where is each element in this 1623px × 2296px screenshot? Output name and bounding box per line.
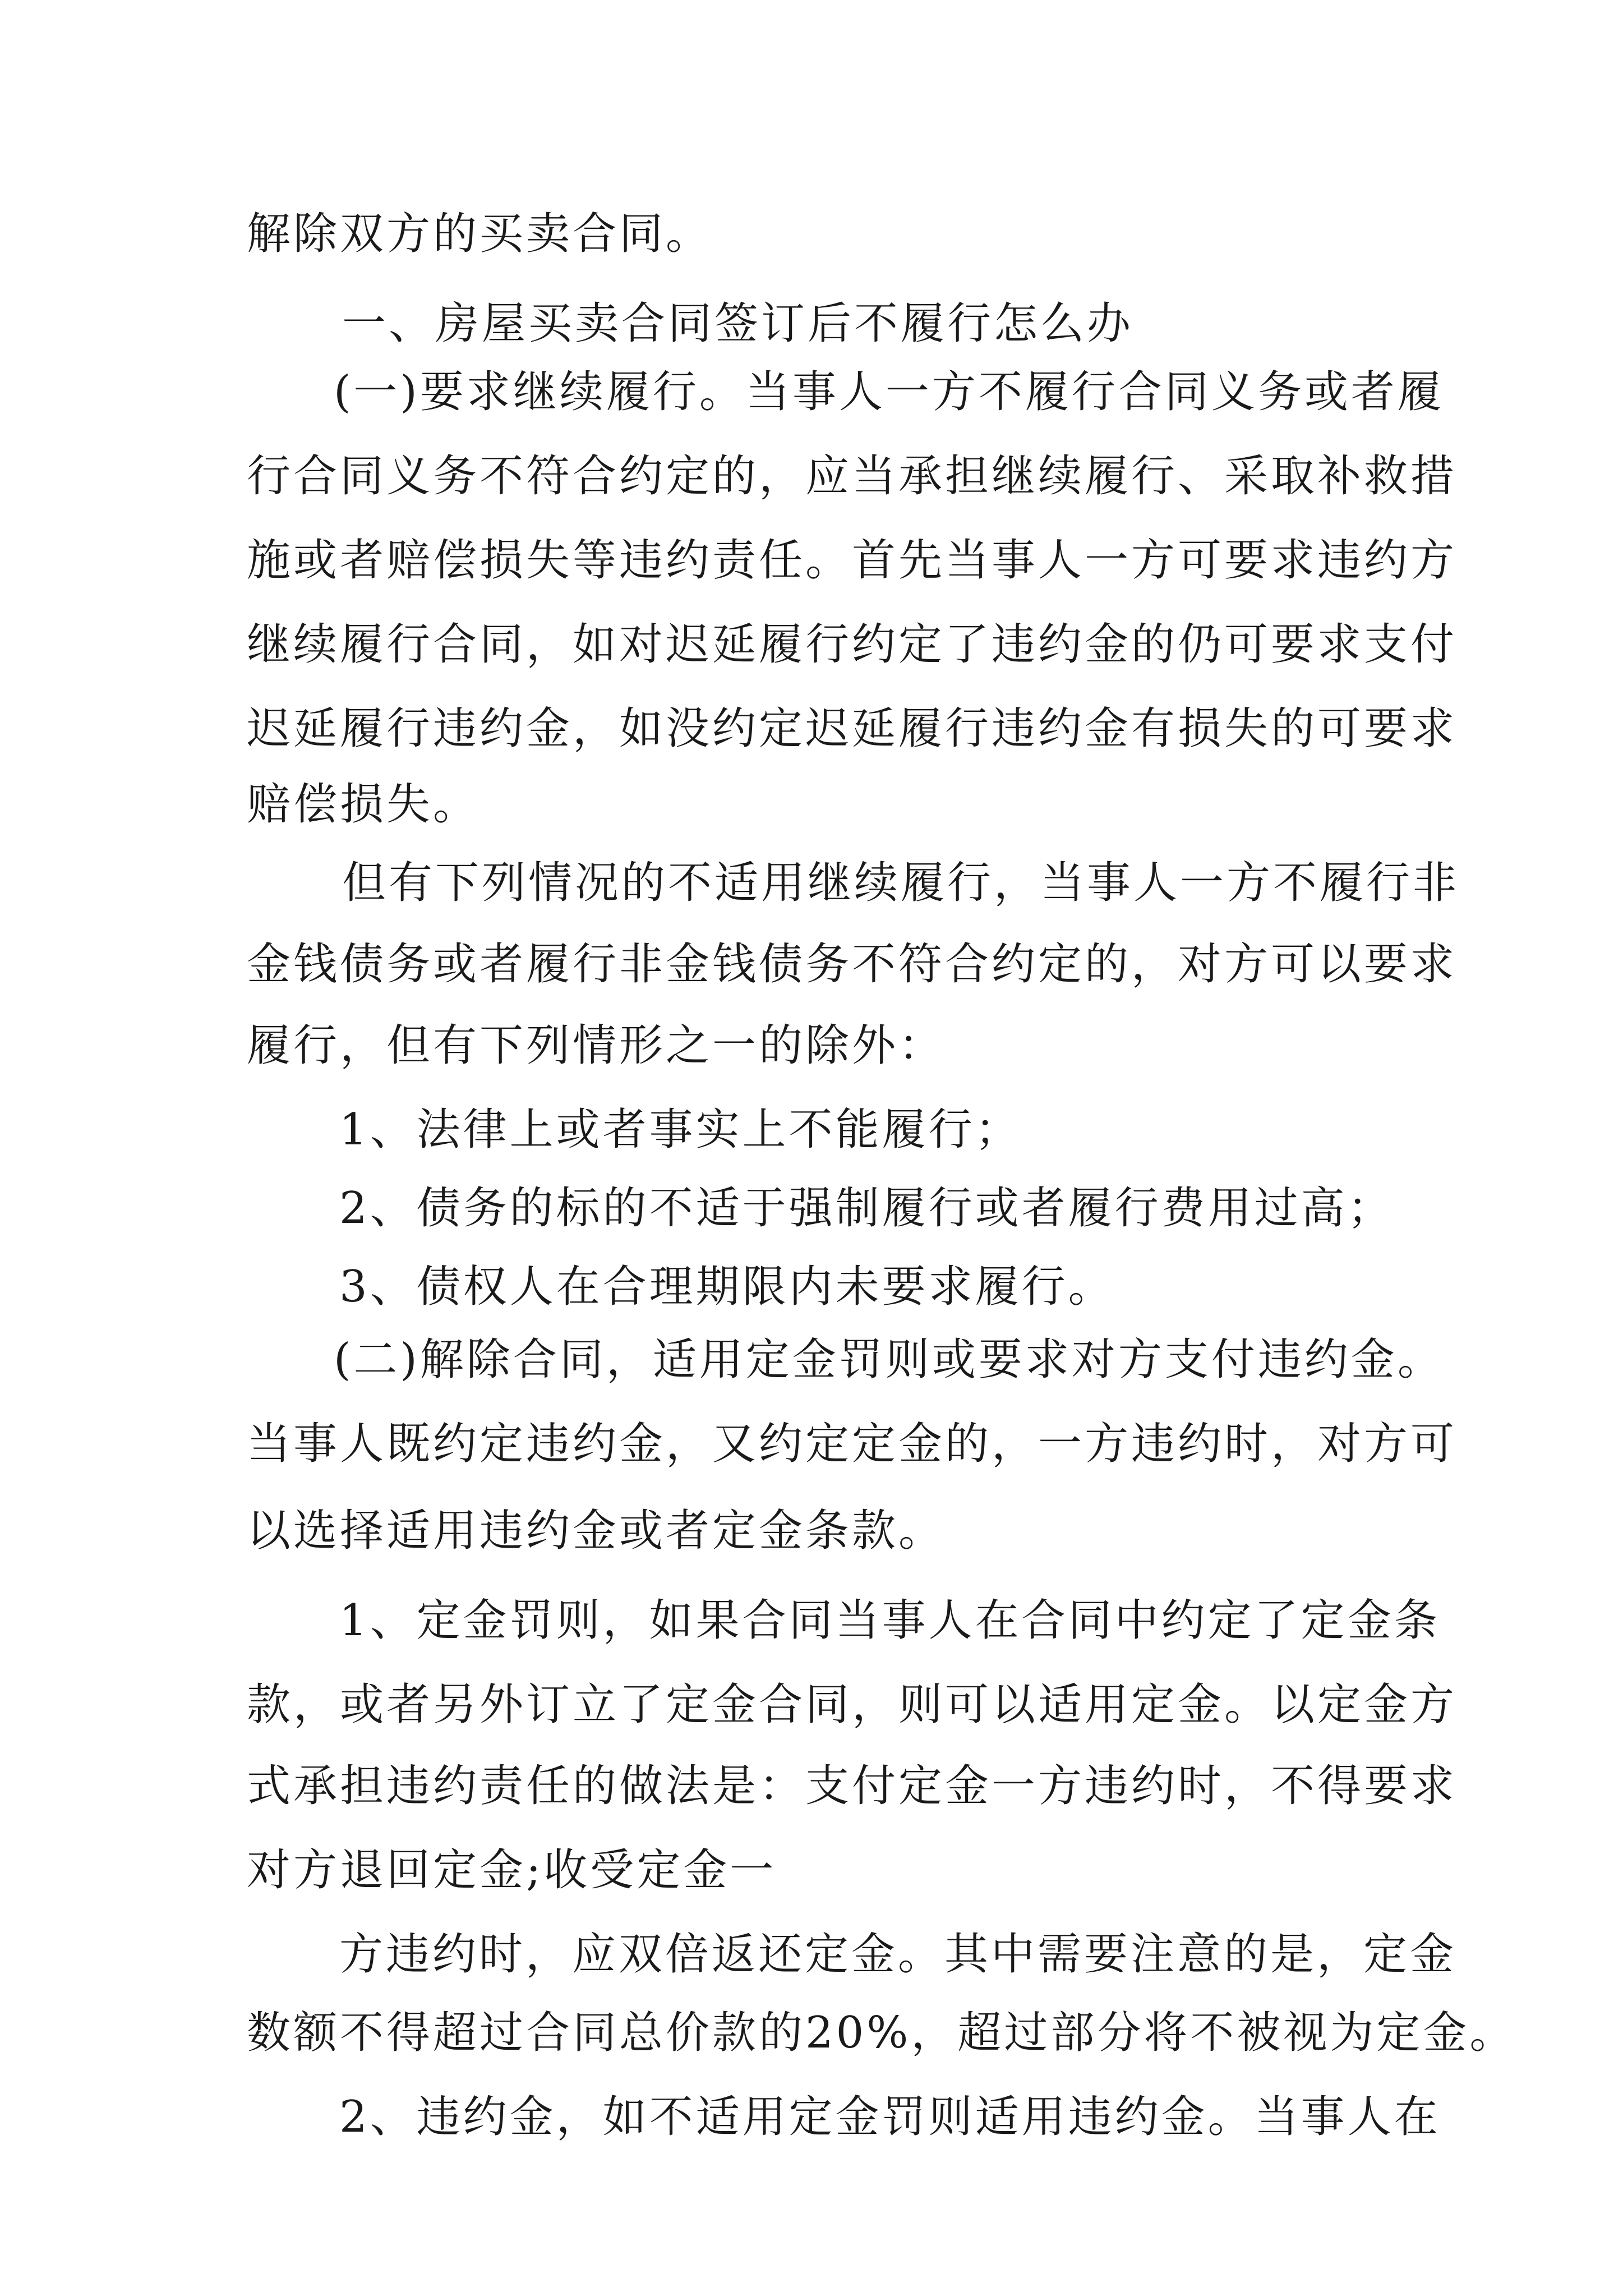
text-line-4: 行合同义务不符合约定的，应当承担继续履行、采取补救措	[247, 451, 1458, 501]
text-line-7: 迟延履行违约金，如没约定迟延履行违约金有损失的可要求	[247, 703, 1458, 754]
text-line-1: 解除双方的买卖合同。	[247, 209, 713, 259]
text-line-13: 2、债务的标的不适于强制履行或者履行费用过高；	[339, 1183, 1394, 1234]
text-line-21: 对方退回定金;收受定金一	[247, 1845, 777, 1895]
text-line-20: 式承担违约责任的做法是：支付定金一方违约时，不得要求	[247, 1761, 1458, 1811]
text-line-3: (一)要求继续履行。当事人一方不履行合同义务或者履	[334, 367, 1444, 417]
text-line-18: 1、定金罚则，如果合同当事人在合同中约定了定金条	[339, 1595, 1441, 1646]
text-line-22: 方违约时，应双倍返还定金。其中需要注意的是，定金	[339, 1929, 1457, 1980]
text-line-5: 施或者赔偿损失等违约责任。首先当事人一方可要求违约方	[247, 535, 1458, 586]
text-line-10: 金钱债务或者履行非金钱债务不符合约定的，对方可以要求	[247, 939, 1458, 990]
text-line-2: 一、房屋买卖合同签订后不履行怎么办	[342, 298, 1134, 349]
text-line-11: 履行，但有下列情形之一的除外：	[247, 1020, 946, 1071]
text-line-14: 3、债权人在合理期限内未要求履行。	[339, 1262, 1115, 1312]
text-line-6: 继续履行合同，如对迟延履行约定了违约金的仍可要求支付	[247, 619, 1458, 670]
text-line-16: 当事人既约定违约金，又约定定金的，一方违约时，对方可	[247, 1419, 1458, 1469]
text-line-23: 数额不得超过合同总价款的20%，超过部分将不被视为定金。	[247, 2008, 1516, 2058]
text-line-12: 1、法律上或者事实上不能履行；	[339, 1105, 1022, 1155]
text-line-19: 款，或者另外订立了定金合同，则可以适用定金。以定金方	[247, 1680, 1458, 1730]
text-line-8: 赔偿损失。	[247, 779, 480, 830]
text-line-17: 以选择适用违约金或者定金条款。	[247, 1506, 946, 1556]
text-line-9: 但有下列情况的不适用继续履行，当事人一方不履行非	[342, 858, 1460, 908]
text-line-15: (二)解除合同，适用定金罚则或要求对方支付违约金。	[334, 1335, 1444, 1385]
text-line-24: 2、违约金，如不适用定金罚则适用违约金。当事人在	[339, 2092, 1441, 2142]
